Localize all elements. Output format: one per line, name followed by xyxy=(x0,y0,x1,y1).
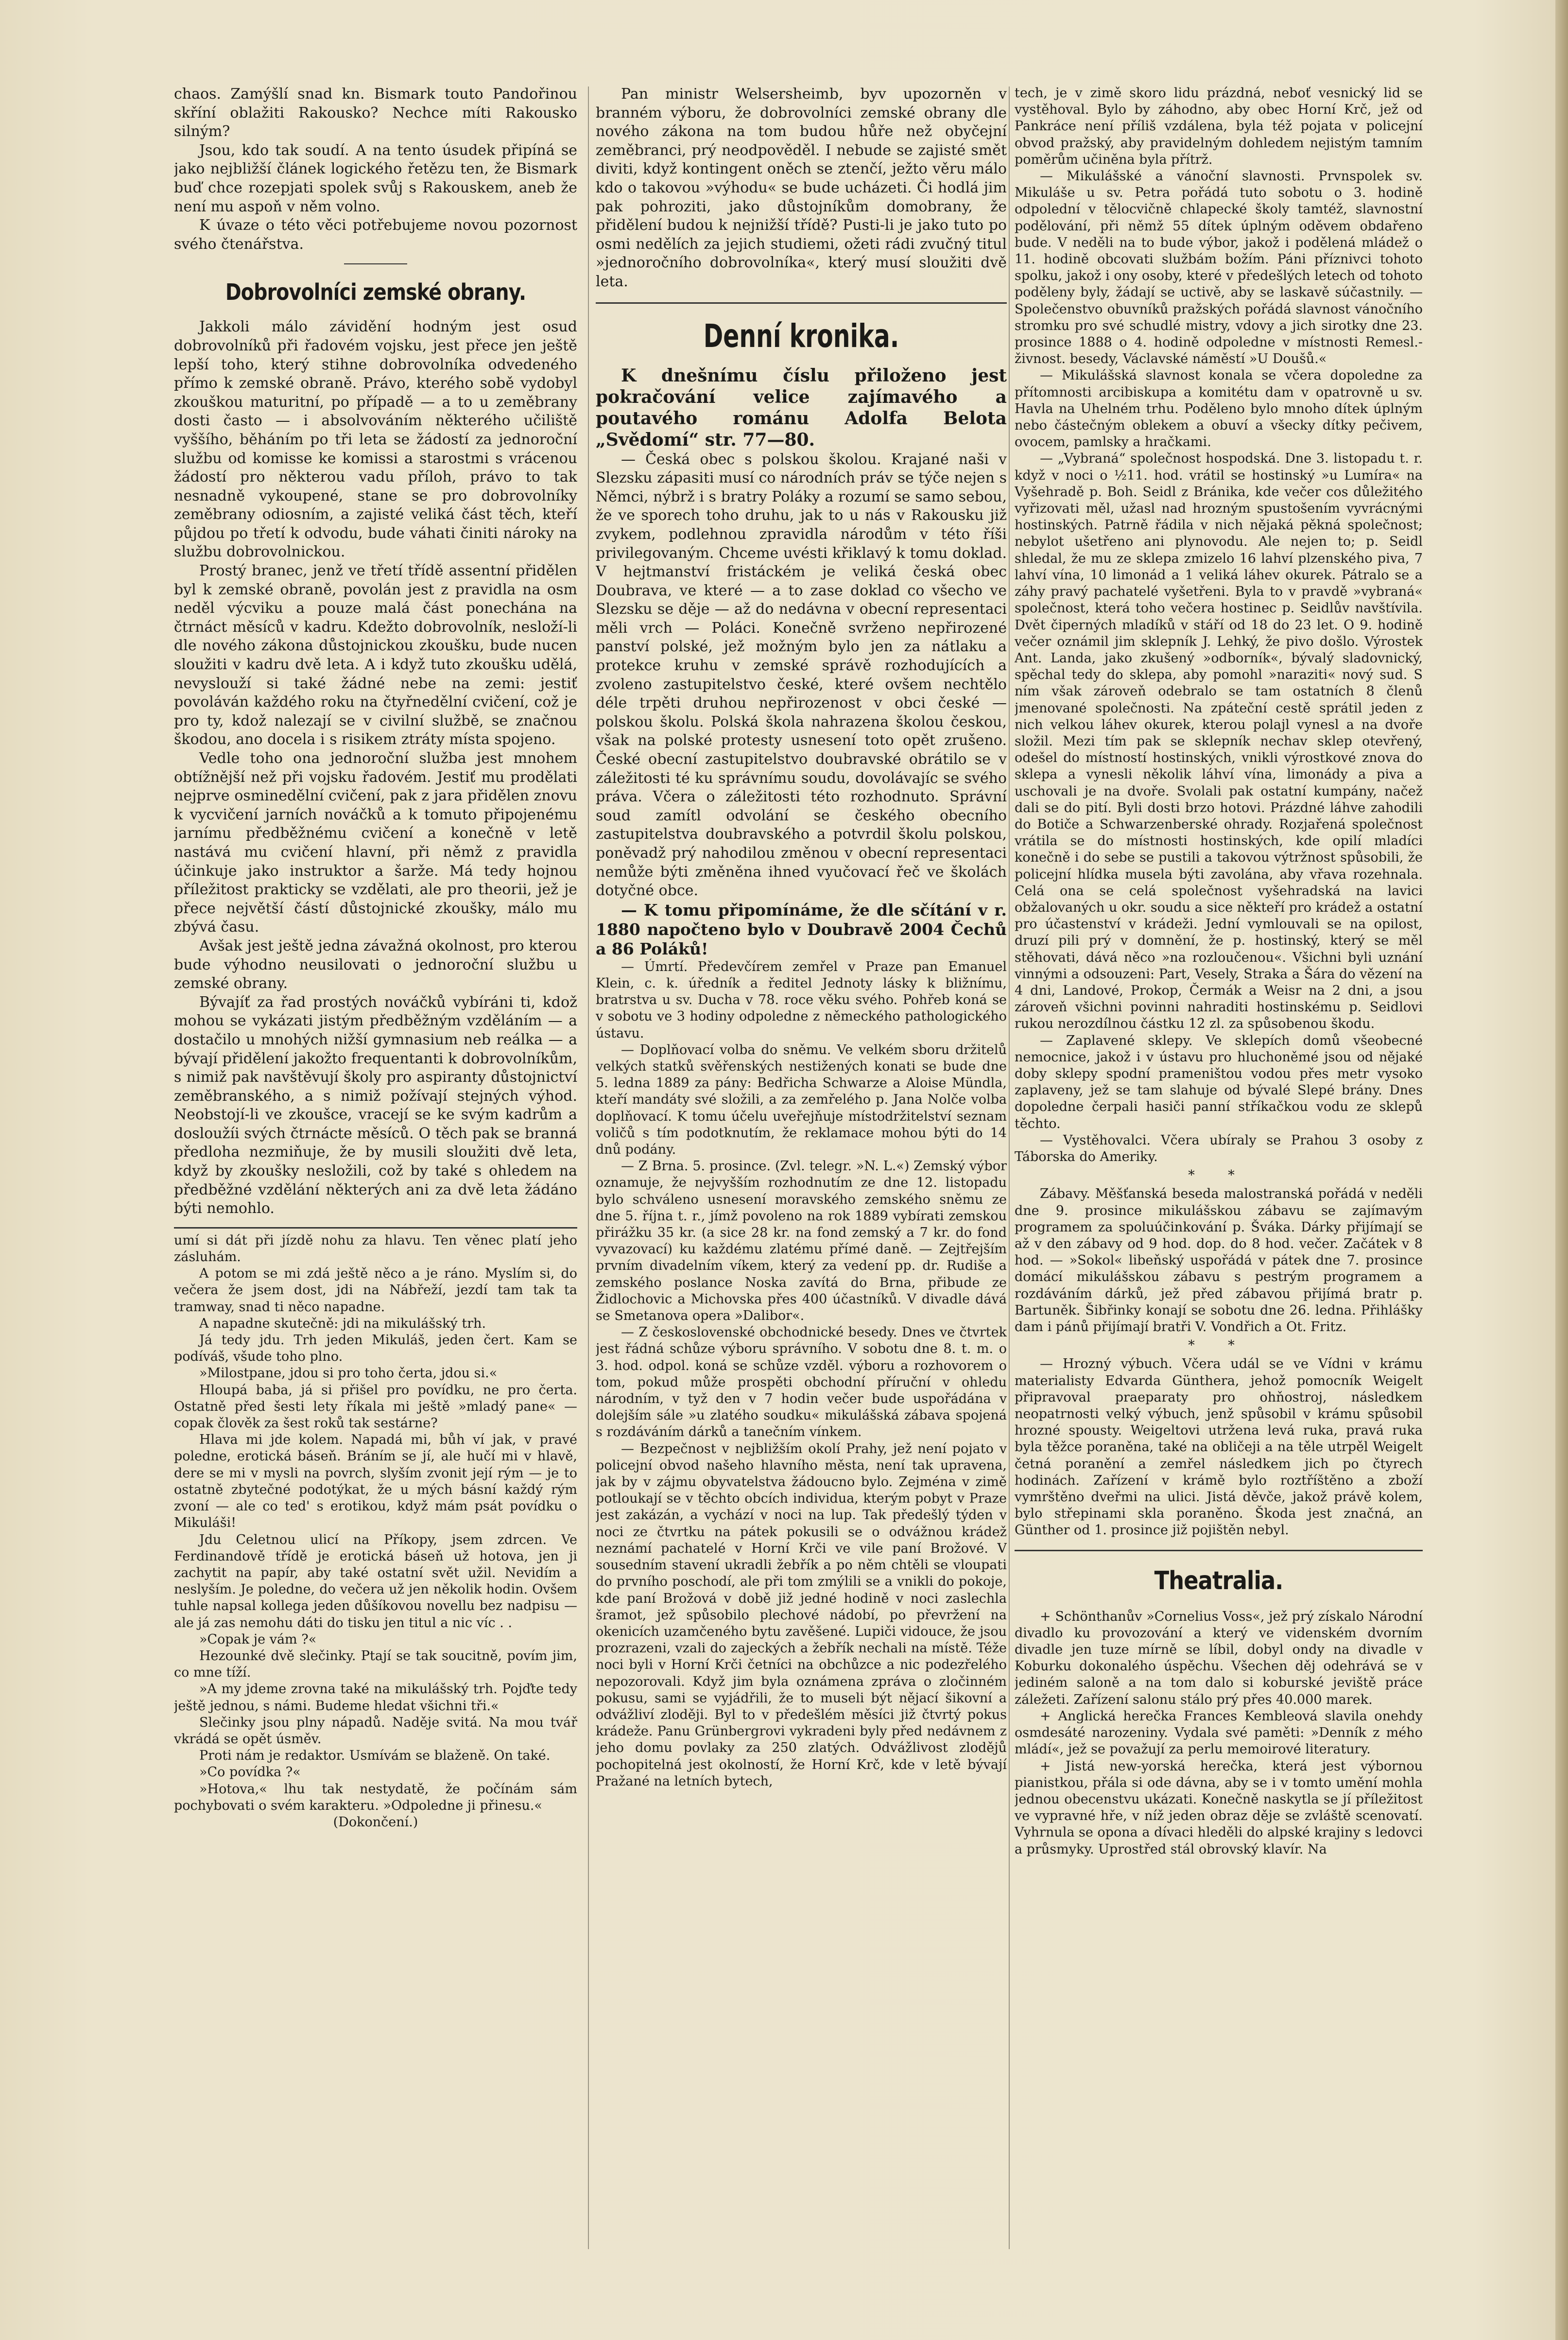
news-item: — Doplňovací volba do sněmu. Ve velkém sboru držitelů velkých statků svěřenských nestižených konati se bude dne 5. ledna 1889 za pány: Bedřicha Schwarze a Aloise Mündla, kteří mandáty své složili, a za zemřelého p. Jana Nolče volba doplňovací. K tomu účelu uveřejňuje místodržitelství seznam voličů s tím podotknutím, že reklamace mohou býti do 14 dnů podány. xyxy=(596,1042,1007,1158)
feuilleton-paragraph: »Hotova,« lhu tak nestydatě, že počínám sám pochybovati o svém karakteru. »Odpoledne ji přinesu.« xyxy=(174,1781,577,1813)
news-item: — Zaplavené sklepy. Ve sklepích domů všeobecné nemocnice, jakož i v ústavu pro hluchoněmé jsou od nějaké doby sklepy spodní prameništou vodou přes metr vysoko zaplaveny, jež se tam slahuje od bývalé Slepé brány. Dnes dopoledne čerpali hasiči panní stříkačkou vodu ze sklepů těchto. xyxy=(1015,1033,1423,1131)
supplement-notice: K dnešnímu číslu přiloženo jest pokračování velice zajímavého a poutavého románu Adolfa Belota „Svědomí“ str. 77—80. xyxy=(596,365,1007,450)
feuilleton-paragraph: »Co povídka ?« xyxy=(199,1765,301,1780)
feuilleton-paragraph: A potom se mi zdá ještě něco a je ráno. Myslím si, do večera že jsem dost, jdi na Nábřeží, jezdí tam tak ta tramway, snad ti něco napadne. xyxy=(174,1266,577,1315)
feuilleton-paragraph: umí si dát při jízdě nohu za hlavu. Ten věnec platí jeho zásluhám. xyxy=(174,1232,577,1265)
news-item-highlight: — K tomu připomínáme, že dle sčítání v r. 1880 napočteno bylo v Doubravě 2004 Čechů a 86 Poláků! xyxy=(596,900,1007,958)
intro-paragraph: K úvaze o této věci potřebujeme novou pozornost svého čtenářstva. xyxy=(174,217,577,253)
intro-paragraph: Jsou, kdo tak soudí. A na tento úsudek připíná se jako nejbližší článek logického řetězu ten, že Bismark buď chce rozepjati spolek svůj s Rakouskem, aneb že není mu aspoň v něm volno. xyxy=(174,141,577,215)
news-item: — Mikulášské a vánoční slavnosti. Prvnspolek sv. Mikuláše u sv. Petra pořádá tuto sobotu o 3. hodině odpolední v tělocvičně chlapecké školy tamtéž, slavnostní podělování, při němž 55 dítek úplným oděvem obdařeno bude. V neděli na to bude výbor, jakož i podělená mládež o 11. hodině obcovati službám božím. Páni příznivci tohoto spolku, jakož i ony osoby, které v předešlých letech od tohoto poděleny byly, žádají se uctivě, aby se laskavě súčastnily. — Společenstvo obuvníků pražských pořádá slavnost vánočního stromku pro své schudlé mistry, vdovy a jich sirotky dne 23. prosince 1888 o 4. hodině odpoledne v místnosti Remesl.-živnost. besedy, Václavské náměstí »U Doušů.« xyxy=(1015,169,1423,367)
column-divider xyxy=(1009,87,1010,2249)
news-item: — Z československé obchodnické besedy. Dnes ve čtvrtek jest řádná schůze výboru správního. V sobotu dne 8. t. m. o 3. hod. odpol. koná se schůze vzděl. výboru a rozhovorem o tom, pokud může prospěti obchodní příruční v ohledu národním, v tyž den v 7 hodin večer bude uspořádána v dolejším sále »u zlatého soudku« mikulášská zábava spojená s rozdáváním dárků a tanečním vínkem. xyxy=(596,1325,1007,1440)
feuilleton-paragraph: Já tedy jdu. Trh jeden Mikuláš, jeden čert. Kam se podíváš, všude toho plno. xyxy=(174,1333,577,1365)
theatre-item: + Schönthanův »Cornelius Voss«, jež prý získalo Národní divadlo ku provozování a který ve videnském dvorním divadle jen tuze mírně se líbil, dobyl ondy na divadle v Koburku dokonalého úspěchu. Všechen děj odehrává se v jediném saloně a na tom dalo si koburské jeviště práce záležeti. Zařízení salonu stálo prý přes 40.000 marek. xyxy=(1015,1609,1423,1707)
feuilleton xyxy=(174,1232,577,1831)
feuilleton-paragraph: Slečinky jsou plny nápadů. Naděje svitá. Na mou tvář vkrádá se opět úsměv. xyxy=(174,1715,577,1747)
star-separator: * * xyxy=(1188,1338,1249,1353)
feuilleton-paragraph: »A my jdeme zrovna také na mikulášský trh. Pojďte tedy ještě jednou, s námi. Budeme hledat všichni tři.« xyxy=(174,1681,577,1714)
article-title: Dobrovolníci zemské obrany. xyxy=(225,279,526,306)
news-item: — „Vybraná“ společnost hospodská. Dne 3. listopadu t. r. když v noci o ½11. hod. vrátil se hostinský »u Lumíra« na Vyšehradě p. Boh. Seidl z Bránika, kde večer cos důležitého vyřizovati měl, užasl nad hrozným spustošením vyvrácnými hostinských. Patrně řádila v nich nějaká pěkná společnost; nebylot ušetřeno ani plynovodu. Ale nejen to; p. Seidl shledal, že mu ze sklepa zmizelo 16 lahví plzenského piva, 7 lahví vína, 10 limonád a 1 veliká láhev okurek. Pátralo se a záhy pravý pachatelé vyšetřeni. Byla to v pravdě »vybraná« společnost, která toho večera hostinec p. Seidlův navštívila. Dvět čiperných mladíků v stáří od 18 do 23 let. O 9. hodině večer oznámil jim sklepník J. Lehký, že pivo došlo. Výrostek Ant. Landa, jako zkušený »odborník«, bývalý sladovnický, spěchal tedy do sklepa, aby pomohl »naraziti« nový sud. S ním však zároveň odebralo se tam ostatních 8 členů jmenované společnosti. Na zpáteční cestě sprátil jeden z nich velkou láhev okurek, kterou polajl vynesl a na dvoře složil. Mezi tím pak se sklepník nechav sklep otevřený, odešel do místností hostinských, vnikli výrostkové znova do sklepa a vynesli několik láhví vína, limonády a piva a uschovali je na dvoře. Svolali pak ostatní kumpány, načež dali se do pití. Byli dosti brzo hotovi. Prázdné láhve zahodili do Botiče a Schwarzenberské ohrady. Rozjařená společnost vrátila se do místnosti hostinských, kde opilí mladíci konečně i do sebe se pustili a takovou výtržnost spůsobili, že policejní hlídka musela býti zavolána, aby vřava rozehnala. Celá ona se celá společnost vyšehradská na lavici obžalovaných u okr. soudu a sice někteří pro krádež a ostatní pro účastenství v krádeži. Jední vymlouvali se na opilost, druzí pili prý v domnění, že p. hostinský, který se měl stěhovati, dává něco »na rozloučenou«. Všichni byli uznání vinnými a odsouzeni: Part, Vesely, Straka a Šára do vězení na 4 dni, Landové, Prokop, Čermák a Weisr na 2 dni, a jsou zároveň všichni povinni nahraditi hostinskému p. Seidlovi rukou nerozdílnou částku 12 zl. za spůsobenou škodu. xyxy=(1015,451,1423,1032)
separator xyxy=(344,263,407,264)
article-paragraph: Avšak jest ještě jedna závažná okolnost, pro kterou bude výhodno neusilovati o jednoroční službu u zemské obrany. xyxy=(174,937,577,992)
feuilleton-paragraph: Hlava mi jde kolem. Napadá mi, bůh ví jak, v pravé poledne, erotická báseň. Bráním se jí, ale hučí mi v hlavě, dere se mi v mysli na povrch, slyším zvonit její rým — je to ostatně zbytečné podotýkat, že u mých básní každý rým zvoní — ale co ted' s erotikou, když mám psát povídku o Mikuláši! xyxy=(174,1432,577,1531)
article-paragraph: Jakkoli málo závidění hodným jest osud dobrovolníků při řadovém vojsku, jest přece jen ještě lepší toho, který stihne dobrovolníka odvedeného přímo k zemské obraně. Právo, kterého sobě vydobyl zkouškou maturitní, po případě — a to u zeměbrany dosti často — i absolvováním některého učiliště vyššího, běháním po tři leta se žádostí za jednoroční službu od komisse ke komissi a starostmi s vrácenou žádostí pro některou vadu příloh, právo to tak nesnadně vykoupené, stane se pro dobrovolníky zeměbrany odiosním, a zajisté veliká část těch, kteří půjdou po třetí k odvodu, bude váhati činiti nároky na službu dobrovolnickou. xyxy=(174,318,577,561)
article-paragraph: Pan ministr Welsersheimb, byv upozorněn v branném výboru, že dobrovolníci zemské obrany dle nového zákona na tom budou hůře než obyčejní zeměbranci, prý neodpověděl. I nebude se zajisté smět diviti, když kontingent oněch se ztenčí, ježto věru málo kdo o takovou »výhodu« se bude ucházeti. Či hodlá jim pak pohroziti, jako důstojníkům domobrany, že přidělení budou k nejnižší třídě? Pusti-li je jako tuto po osmi nedělích za jejich studiemi, ožeti rádi zvučný titul »jednoročního dobrovolníka«, který musí sloužiti dvě leta. xyxy=(596,86,1007,290)
column-divider xyxy=(588,87,589,2249)
news-item: — Vystěhovalci. Včera ubíraly se Prahou 3 osoby z Táborska do Ameriky. xyxy=(1015,1132,1423,1164)
news-item: tech, je v zimě skoro lidu prázdná, neboť vesnický lid se vystěhoval. Bylo by záhodno, aby obec Horní Krč, jež od Pankráce není příliš vzdálena, byla též pojata v policejní obvod pražský, aby pravidelným dohledem nejistým tamním poměrům učiněna byla přítrž. xyxy=(1015,86,1423,167)
column-3 xyxy=(1015,85,1423,2262)
feuilleton-rule xyxy=(174,1227,577,1229)
intro-paragraph: chaos. Zamýšlí snad kn. Bismark touto Pandořinou skříní oblažiti Rakousko? Nechce míti Rakousko silným? xyxy=(174,86,577,140)
feuilleton-paragraph: A napadne skutečně: jdi na mikulášský trh. xyxy=(199,1316,486,1331)
separator xyxy=(1015,1550,1423,1551)
news-item: Zábavy. Měšťanská beseda malostranská pořádá v neděli dne 9. prosince mikulášskou zábavu se zajímavým programem za spoluúčinkování p. Šváka. Dárky přijímají se až v den zábavy od 9 hod. dop. do 8 hod. večer. Začátek v 8 hod. — »Sokol« libeňský uspořádá v pátek dne 7. prosince domácí mikulášskou zábavu s pestrým programem a rozdáváním dárků, jež před zábavou přijímá bratr p. Bartuněk. Šibřinky konají se sobotu dne 26. ledna. Přihlášky dam i pánů přijímají bratři V. Vondřich a Ot. Fritz. xyxy=(1015,1186,1423,1335)
feuilleton-paragraph: »Milostpane, jdou si pro toho čerta, jdou si.« xyxy=(199,1366,498,1381)
feuilleton-paragraph: Jdu Celetnou ulicí na Příkopy, jsem zdrcen. Ve Ferdinandově třídě je erotická báseň už hotova, jen ji zachytit na papír, aby také ostatní svět užil. Nevidím a neslyším. Je poledne, do večera už jen několik hodin. Ovšem tuhle napsal kollega jeden důšíkovou novellu bez nadpisu — ale já zas nemohu dáti do tisku jen titul a nic víc . . xyxy=(174,1532,577,1630)
news-item: — Hrozný výbuch. Včera udál se ve Vídni v krámu materialisty Edvarda Günthera, jehož pomocník Weigelt připravoval praeparaty pro ohňostroj, následkem neopatrnosti velký výbuch, jenž spůsobil v krámu spůsobil hrozné spousty. Weigeltovi utržena levá ruka, pravá ruka byla těžce poraněna, také na obličeji a na těle utrpěl Weigelt četná poranění a zemřel následkem jich po čtyrech hodinách. Zařízení v krámě bylo roztříštěno a zboží vymrštěno dveřmi na ulici. Jistá děvče, jakož právě kolem, bylo střepinami skla poraněno. Škoda jest značná, an Günther od 1. prosince již pojištěn nebyl. xyxy=(1015,1356,1423,1538)
news-item: — Úmrtí. Předevčírem zemřel v Praze pan Emanuel Klein, c. k. úředník a ředitel Jednoty lásky k bližnímu, bratrstva u sv. Ducha v 78. roce věku svého. Pohřeb koná se v sobotu ve 3 hodiny odpoledne z německého pathologického ústavu. xyxy=(596,959,1007,1041)
theatre-item: + Jistá new-yorská herečka, která jest výbornou pianistkou, přála si ode dávna, aby se i v tomto umění mohla jednou obecenstvu ukázati. Konečně naskytla se jí příležitost ve vypravné hře, v níž jeden obraz děje se zvláště scenovatí. Vyhrnula se opona a dívaci hleděli do alpské krajiny s ledovci a průsmyky. Uprostřed stál obrovský klavír. Na xyxy=(1015,1758,1423,1857)
article-paragraph: Prostý branec, jenž ve třetí třídě assentní přidělen byl k zemské obraně, povolán jest z pravidla na osm neděl výcviku a pouze malá část ponechána na čtrnáct měsíců v kadru. Kdežto dobrovolník, nesloží-li dle nového zákona důstojnickou zkoušku, bude nucen sloužiti v kadru dvě leta. A i když tuto zkoušku udělá, nevyslouží si také žádné nebe na zemi: jestiť povoláván každého roku na čtyřnedělní cvičení, což je pro ty, kdož nalezají se v civilní službě, se značnou škodou, ano docela i s risikem ztráty místa spojeno. xyxy=(174,562,577,748)
column-1 xyxy=(174,85,577,2262)
article-paragraph: Bývajíť za řad prostých nováčků vybíráni ti, kdož mohou se vykázati jistým předběžným vzděláním — a dostačilo u mnohých nižší gymnasium neb reálka — a bývají přidělení jakožto frequentanti k dobrovolníkům, s nimiž pak navštěvují školy pro aspiranty důstojnictví zeměbranského, a s nimiž požívají stejných výhod. Neobstojí-li ve zkoušce, vracejí se ke svým kadrům a dosloužíi svých čtrnácte měsíců. O těch pak se branná předloha nezmiňuje, že by musili sloužiti dvě leta, když by zkoušky nesložili, což by také s ohledem na předběžné vzdělání některých ani za dvě leta žádáno býti nemohlo. xyxy=(174,993,577,1217)
section-title: Theatralia. xyxy=(1154,1566,1283,1595)
news-item: — Bezpečnost v nejbližším okolí Prahy, jež není pojato v policejní obvod našeho hlavního města, není tak upravena, jak by v zájmu obyvatelstva žádoucno bylo. Zejména v zimě potloukají se v těchto obcích individua, kterým pobyt v Praze jest zakázán, a vychází v noci na lup. Tak předešlý týden v noci ze čtvrtku na pátek pokusili se o odvážnou krádež neznámí pachatelé v Horní Krči ve vile paní Brožové. V sousedním stavení ukradli žebřík a po něm chtěli se vloupati do prvního poschodí, ale při tom zmýlili se a vnikli do pokoje, kde paní Brožová v době již jedné hodině v noci zaslechla šramot, jež spůsobilo plechové nádobí, po převržení na okenicích uzamčeného bytu zavěšené. Lupiči vidouce, že jsou prozrazeni, vzali do zajeckých a žebřík nechali na místě. Téže noci byli v Horní Krči četníci na obchůzce a nic podezřelého nepozorovali. Když jim byla oznámena zpráva o zločinném pokusu, sami se vyjádřili, že to museli být nějací šikovní a odvážliví zloději. Byl to v předešlém měsíci již čtvrtý pokus krádeže. Panu Grünbergrovi vykradeni byly před nedávnem z jeho domu povlaky za 250 zlatých. Odvážlivost zlodějů pochopitelná jest okolností, že Horní Krč, kde v letě bývají Pražané na letních bytech, xyxy=(596,1441,1007,1789)
feuilleton-paragraph: »Copak je vám ?« xyxy=(199,1631,317,1647)
section-title: Denní kronika. xyxy=(703,317,899,355)
star-separator: * * xyxy=(1188,1168,1249,1183)
theatre-item: + Anglická herečka Frances Kembleová slavila onehdy osmdesáté narozeniny. Vydala své paměti: »Denník z mého mládí«, jež se považují za perlu memoirové literatury. xyxy=(1015,1708,1423,1757)
news-item: — Mikulášská slavnost konala se včera dopoledne za přítomnosti arcibiskupa a komitétu dam v opatrovně u sv. Havla na Uhelném trhu. Poděleno bylo mnoho dítek úplným nebo částečným oblekem a obuví a všecky dítky pečivem, ovocem, pamlsky a hračkami. xyxy=(1015,368,1423,450)
news-item: — Z Brna. 5. prosince. (Zvl. telegr. »N. L.«) Zemský výbor oznamuje, že nejvyšším rozhodnutím ze dne 12. listopadu bylo schváleno usnesení moravského zemského sněmu ze dne 5. října t. r., jímž povoleno na rok 1889 vybírati zemskou přirážku 35 kr. (a sice 28 kr. na fond zemský a 7 kr. do fond vyvazovací) ku každému zlatému přímé daně. — Zejtřejším prvním divadelním víkem, který za vedení pp. dr. Rudiše a zemského poslance Noska zavítá do Brna, přibude ze Židlochovic a Michovska přes 400 účastníků. V divadle dává se Smetanova opera »Dalibor«. xyxy=(596,1159,1007,1324)
column-2 xyxy=(596,85,1007,2262)
feuilleton-paragraph: Hezounké dvě slečinky. Ptají se tak soucitně, povím jim, co mne tíží. xyxy=(174,1648,577,1681)
page-edge xyxy=(1555,0,1568,2340)
article-paragraph: Vedle toho ona jednoroční služba jest mnohem obtížnější než při vojsku řadovém. Jestiť mu prodělati nejprve osminedělní cvičení, pak z jara přidělen znovu k vycvičení jarních nováčků a k tomuto připojenému jarnímu předběžnému cvičení a konečně v letě nastává mu cvičení hlavní, při němž z pravidla účinkuje jako instruktor a šarže. Má tedy hojnou příležitost prakticky se vzdělati, ale pro theorii, jež je přece největší částí důstojnické zkoušky, málo mu zbývá času. xyxy=(174,750,577,936)
feuilleton-paragraph: Hloupá baba, já si přišel pro povídku, ne pro čerta. Ostatně před šesti lety říkala mi ještě »mladý pane« — copak člověk za šest roků tak sestárne? xyxy=(174,1382,577,1431)
to-be-continued: (Dokončení.) xyxy=(333,1814,418,1830)
news-item: — Česká obec s polskou školou. Krajané naši v Slezsku zápasiti musí co národních práv se týče nejen s Němci, nýbrž i s bratry Poláky a rozumí se samo sebou, že ve sporech toho druhu, jak to u nás v Rakousku již zvykem, podlehnou zpravidla národům v této říši privilegovaným. Chceme uvésti křiklavý k tomu doklad. V hejtmanství fristáckém je veliká česká obec Doubrava, ve které — a to zase doklad co všecho ve Slezsku se děje — až do nedávna v obecní representaci měli vrch — Poláci. Konečně svrženo nepřirozené panství polské, jež možným bylo jen za nátlaku a protekce kruhu v zemské správě rozhodujících a zvoleno zastupitelstvo české, které ovšem nechtělo déle trpěti druhou nepřirozenost v obci české — polskou školu. Polská škola nahrazena školou českou, však na polské protesty usnesení toto opět zrušeno. České obecní zastupitelstvo doubravské obrátilo se v záležitosti té ku správnímu soudu, dovolávajíc se svého práva. Včera o záležitosti této rozhodnuto. Správní soud zamítl odvolání se českého obecního zastupitelstva doubravského a potvrdil školu polskou, poněvadž prý nahodilou změnou v obecní representaci nemůže býti změněna ihned vyučovací řeč ve školách dotyčné obce. xyxy=(596,451,1007,900)
feuilleton-paragraph: Proti nám je redaktor. Usmívám se blaženě. On také. xyxy=(199,1748,551,1764)
separator xyxy=(596,302,1007,304)
